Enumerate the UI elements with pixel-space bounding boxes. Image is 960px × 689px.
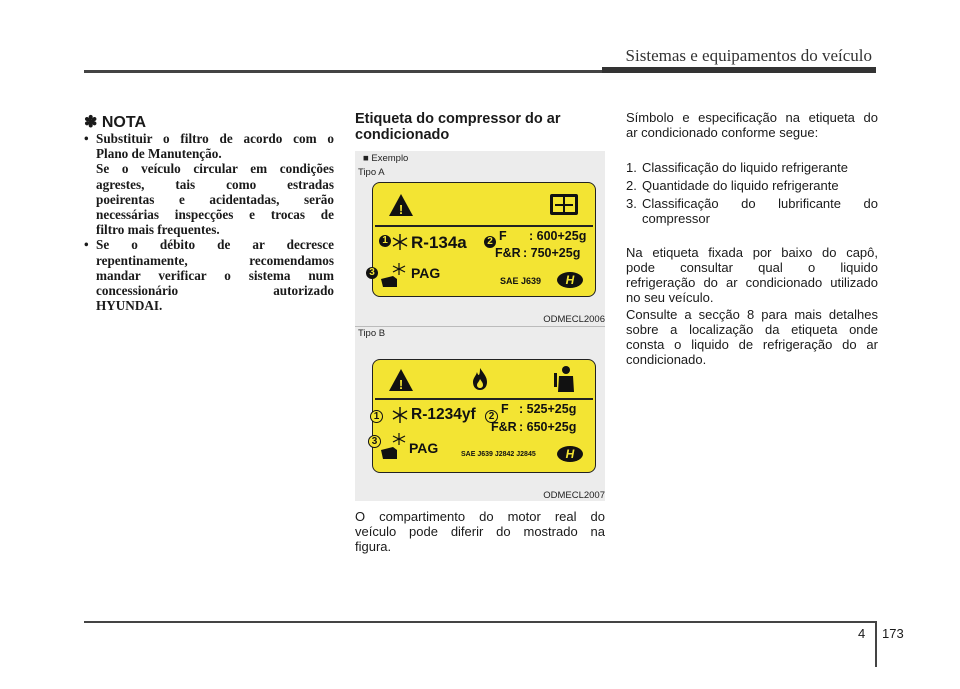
snowflake-icon xyxy=(391,233,409,251)
technician-icon xyxy=(553,364,577,394)
para-line: condicionado. xyxy=(626,352,707,367)
flame-icon xyxy=(469,366,491,392)
chapter-number: 4 xyxy=(858,626,866,641)
sae-standard: SAE J639 xyxy=(500,276,542,286)
nota-line: poeirentas e acidentadas, serão xyxy=(96,191,334,207)
nota-line: Plano de Manutenção. xyxy=(96,146,222,162)
nota-line: concessionário autorizado xyxy=(96,283,334,299)
fr-label: F&R xyxy=(491,420,517,434)
footer-rule xyxy=(84,621,876,623)
marker-2: 2 xyxy=(484,236,496,248)
label-rule xyxy=(375,398,593,400)
para-line: consta o liquido de refrigeração do ar xyxy=(626,337,878,352)
list-item xyxy=(626,178,878,193)
lubricant-name: PAG xyxy=(411,265,441,281)
nota-line: repentinamente, recomendamos xyxy=(96,252,334,268)
nota-item-airflow xyxy=(84,237,334,313)
compressor-label-type-b xyxy=(372,359,596,473)
marker-3: 3 xyxy=(366,267,378,279)
header-rule-bar xyxy=(602,67,876,73)
list-item xyxy=(626,160,878,175)
type-b-code: ODMECL2007 xyxy=(543,490,605,501)
refrigerant-name: R-1234yf xyxy=(411,406,476,423)
figure-caption: ■ Exemplo xyxy=(363,153,409,164)
svg-text:!: ! xyxy=(398,377,404,392)
nota-line: Substituir o filtro de acordo com o xyxy=(96,131,334,146)
para-line: sobre a localização da etiqueta onde xyxy=(626,322,878,337)
note-line: figura. xyxy=(355,539,392,554)
warning-icon xyxy=(388,368,414,392)
paragraph-section-reference xyxy=(626,307,878,367)
figure-note xyxy=(355,509,605,554)
list-number: 3. xyxy=(626,196,637,211)
nota-line: agrestes, tais como estradas xyxy=(96,176,334,192)
heading-line: condicionado xyxy=(355,127,450,143)
nota-line: necessárias inspecções e trocas de xyxy=(96,207,334,223)
intro-line: ar condicionado conforme segue: xyxy=(626,125,819,140)
running-header: Sistemas e equipamentos do veículo xyxy=(625,46,872,65)
page-number: 173 xyxy=(882,626,904,641)
intro-paragraph xyxy=(626,110,878,140)
label-legend-list xyxy=(626,160,878,229)
nota-line: HYUNDAI. xyxy=(96,298,163,314)
f-value: : 525+25g xyxy=(519,402,577,416)
marker-3: 3 xyxy=(368,435,381,448)
snowflake-icon xyxy=(391,406,409,424)
f-label: F xyxy=(499,229,507,243)
para-line: pode consultar qual o liquido xyxy=(626,260,878,275)
note-line: O compartimento do motor real do xyxy=(355,509,605,524)
list-line: compressor xyxy=(642,211,710,226)
paragraph-label-location xyxy=(626,245,878,305)
list-item xyxy=(626,196,878,226)
type-a-code: ODMECL2006 xyxy=(543,314,605,325)
manual-book-icon xyxy=(549,191,579,217)
svg-text:!: ! xyxy=(398,202,404,217)
sae-standard: SAE J639 J2842 J2845 xyxy=(461,451,536,458)
fr-value: : 750+25g xyxy=(523,246,581,260)
nota-line: mandar verificar o sistema num xyxy=(96,267,334,283)
oil-can-icon xyxy=(379,432,409,462)
nota-item-filter xyxy=(84,131,334,237)
nota-list xyxy=(84,131,334,313)
footer-tick xyxy=(875,621,877,667)
refrigerant-name: R-134a xyxy=(411,233,467,252)
list-number: 1. xyxy=(626,160,637,175)
marker-1: 1 xyxy=(370,410,383,423)
list-line: Classificação do lubrificante do xyxy=(642,196,878,211)
fr-label: F&R xyxy=(495,246,521,260)
note-line: veículo pode diferir do mostrado na xyxy=(355,524,605,539)
marker-2: 2 xyxy=(485,410,498,423)
nota-line: filtro mais frequentes. xyxy=(96,222,220,238)
para-line: no seu veículo. xyxy=(626,290,714,305)
figure-divider xyxy=(355,326,605,327)
bullet: • xyxy=(84,237,89,253)
list-number: 2. xyxy=(626,178,637,193)
marker-1: 1 xyxy=(379,235,391,247)
fr-value: : 650+25g xyxy=(519,420,577,434)
oil-can-icon xyxy=(379,262,409,288)
warning-icon xyxy=(388,193,414,217)
nota-line: Se o débito de ar decresce xyxy=(96,237,334,253)
para-line: Consulte a secção 8 para mais detalhes xyxy=(626,307,878,322)
f-value: : 600+25g xyxy=(529,229,587,243)
lubricant-name: PAG xyxy=(409,440,439,456)
hyundai-logo-icon: H xyxy=(557,446,583,462)
nota-line: Se o veículo circular em condições xyxy=(96,161,334,177)
para-line: Na etiqueta fixada por baixo do capô, xyxy=(626,245,878,260)
intro-line: Símbolo e especificação na etiqueta do xyxy=(626,110,878,125)
list-line: Quantidade do liquido refrigerante xyxy=(642,178,839,193)
label-rule xyxy=(375,225,593,227)
section-heading xyxy=(355,111,605,143)
hyundai-logo-icon: H xyxy=(557,272,583,288)
f-label: F xyxy=(501,402,509,416)
type-a-title: Tipo A xyxy=(358,167,385,178)
bullet: • xyxy=(84,131,89,146)
list-line: Classificação do liquido refrigerante xyxy=(642,160,848,175)
type-b-title: Tipo B xyxy=(358,328,386,339)
compressor-label-type-a xyxy=(369,182,596,297)
para-line: refrigeração do ar condicionado utilizado xyxy=(626,275,878,290)
nota-title: ✽ NOTA xyxy=(84,114,146,131)
heading-line: Etiqueta do compressor do ar xyxy=(355,111,561,127)
